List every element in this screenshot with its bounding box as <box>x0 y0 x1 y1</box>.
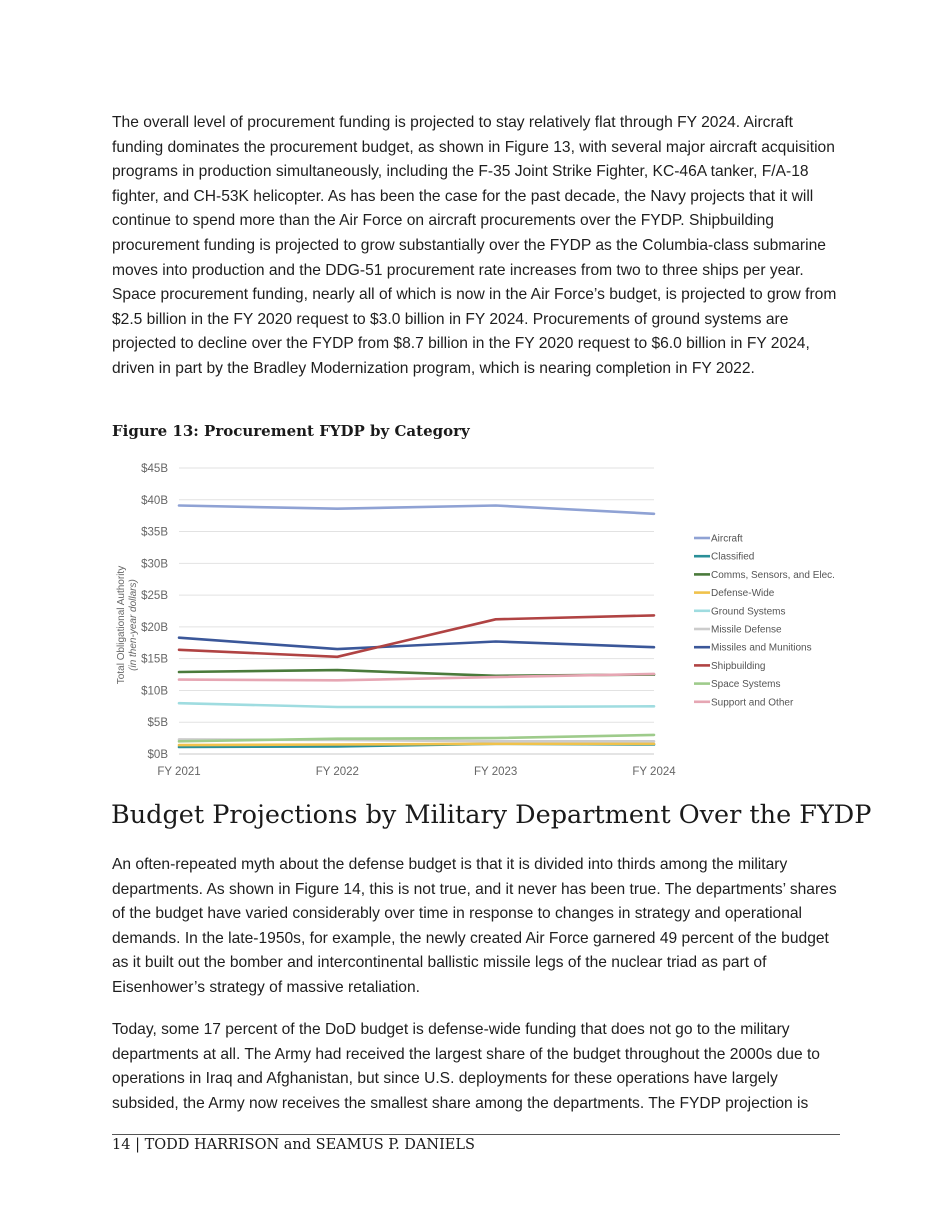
x-tick-label: FY 2021 <box>157 766 201 778</box>
figure-13-title: Figure 13: Procurement FYDP by Category <box>112 422 470 440</box>
x-tick-label: FY 2022 <box>315 766 359 778</box>
series-line-aircraft <box>179 506 654 514</box>
legend-label: Missiles and Munitions <box>711 642 812 654</box>
y-tick-label: $30B <box>141 558 168 571</box>
y-tick-label: $10B <box>141 685 168 698</box>
series-line-support-and-other <box>179 674 654 680</box>
legend-label: Classified <box>711 551 755 563</box>
paragraph-defense-wide: Today, some 17 percent of the DoD budget is defense-wide funding that does not go to the military departments at all. The Army had received the largest share of the budget throughout the 2000s due to operations in Iraq and Afghanistan, but since U.S. deployments for these operations have largely subsided, the Army now receives the smallest share among the departments. The FYDP projection is <box>112 1021 820 1112</box>
legend-label: Defense-Wide <box>711 588 775 600</box>
section-heading: Budget Projections by Military Department Over the FYDP <box>111 800 872 830</box>
procurement-line-chart <box>110 455 850 785</box>
legend-label: Shipbuilding <box>711 660 766 672</box>
y-tick-label: $15B <box>141 653 168 666</box>
series-line-ground-systems <box>179 703 654 707</box>
legend-label: Aircraft <box>711 533 743 545</box>
footer-authors: TODD HARRISON and SEAMUS P. DANIELS <box>144 1137 475 1153</box>
y-axis-sublabel: (in then-year dollars) <box>128 579 139 671</box>
y-tick-label: $40B <box>141 494 168 507</box>
x-tick-label: FY 2023 <box>474 766 518 778</box>
legend-label: Missile Defense <box>711 624 782 636</box>
page-footer <box>112 1137 475 1153</box>
y-tick-label: $0B <box>147 749 168 761</box>
y-axis-label: Total Obligational Authority <box>116 565 127 685</box>
legend-label: Comms, Sensors, and Elec. <box>711 569 835 581</box>
y-tick-label: $20B <box>141 621 168 634</box>
series-line-shipbuilding <box>179 615 654 656</box>
footer-divider <box>112 1134 840 1135</box>
paragraph-thirds-myth: An often-repeated myth about the defense budget is that it is divided into thirds among the military departments. As shown in Figure 14, this is not true, and it never has been true. The departments’ shares of the budget have varied considerably over time in response to changes in strategy and operational demands. In the late-1950s, for example, the newly created Air Force garnered 49 percent of the budget as it built out the bomber and intercontinental ballistic missile legs of the nuclear triad as part of Eisenhower’s strategy of massive retaliation. <box>112 856 837 996</box>
y-tick-label: $45B <box>141 463 168 475</box>
y-tick-label: $35B <box>141 526 168 539</box>
series-line-defense-wide <box>179 744 654 745</box>
legend-label: Ground Systems <box>711 606 786 618</box>
x-tick-label: FY 2024 <box>632 766 676 778</box>
paragraph-procurement-overview: The overall level of procurement funding is projected to stay relatively flat through FY 2024. Aircraft funding dominates the procurement budget, as shown in Figure 13, with several major aircraft acquisition programs in production simultaneously, including the F-35 Joint Strike Fighter, KC-46A tanker, F/A-18 fighter, and CH-53K helicopter. As has been the case for the past decade, the Navy projects that it will continue to spend more than the Air Force on aircraft procurements over the FYDP. Shipbuilding procurement funding is projected to grow substantially over the FYDP as the Columbia-class submarine moves into production and the DDG-51 procurement rate increases from two to three ships per year. Space procurement funding, nearly all of which is now in the Air Force’s budget, is projected to grow from $2.5 billion in the FY 2020 request to $3.0 billion in FY 2024. Procurements of ground systems are projected to decline over the FYDP from $8.7 billion in the FY 2020 request to $6.0 billion in FY 2024, driven in part by the Bradley Modernization program, which is nearing completion in FY 2022. <box>112 114 837 377</box>
page-number: 14 <box>112 1137 131 1153</box>
y-tick-label: $25B <box>141 590 168 603</box>
legend-label: Space Systems <box>711 679 781 691</box>
series-line-missiles-and-munitions <box>179 638 654 649</box>
footer-separator: | <box>135 1137 140 1153</box>
y-tick-label: $5B <box>147 717 168 730</box>
legend-label: Support and Other <box>711 697 794 709</box>
